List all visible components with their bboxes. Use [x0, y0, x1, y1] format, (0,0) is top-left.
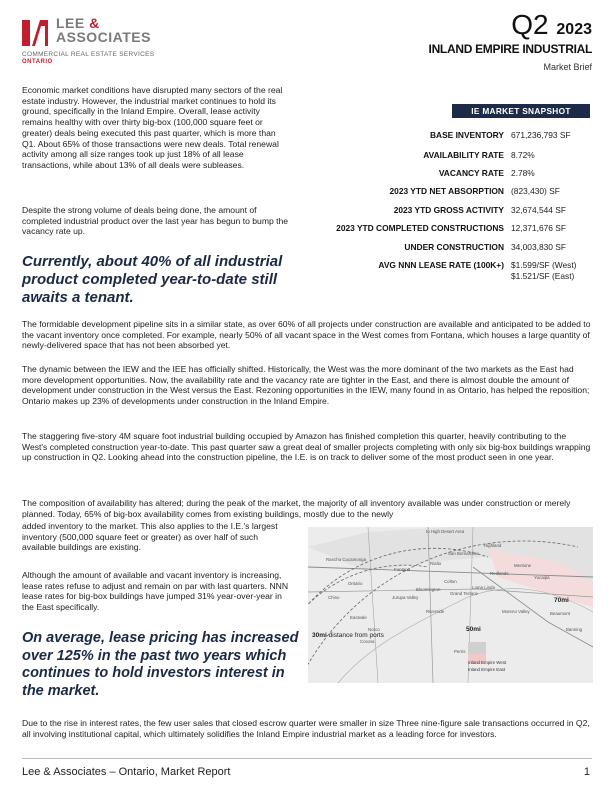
map-place-label: Redlands: [490, 571, 509, 576]
body-paragraph-amazon: The staggering five-story 4M square foot industrial building occupied by Amazon has finished completion this quarter, heavily contributing to the West's completed construction year-to-date. This past quarter saw a great deal of smaller projects completing with only six big-box buildings wrapping up construction in Q2. Looking ahead into the construction pipeline, the I.E. is on track to deliver some of the most product seen in one year.: [22, 431, 591, 463]
map-distance-30: 30mi distance from ports: [312, 632, 384, 639]
map-distance-50: 50mi: [466, 626, 481, 633]
snapshot-label: 2023 YTD COMPLETED CONSTRUCTIONS: [336, 223, 504, 233]
map-place-label: Rialto: [430, 561, 442, 566]
market-name: INLAND EMPIRE INDUSTRIAL: [428, 42, 592, 56]
inland-empire-map: [308, 527, 593, 683]
map-place-label: Jurupa Valley: [392, 595, 419, 600]
footer-title: Lee & Associates – Ontario, Market Report: [22, 766, 231, 778]
map-place-label: Rancho Cucamonga: [326, 557, 367, 562]
body-paragraph-availability-b: added inventory to the market. This also applies to the I.E.'s largest inventory (500,000 square feet or greater) as over half of such available buildings are existing.: [22, 521, 278, 553]
snapshot-value: 671,236,793 SF: [511, 130, 571, 140]
map-legend-west: Inland Empire West: [468, 660, 507, 665]
footer-divider: [22, 758, 592, 759]
map-place-label: Eastvale: [350, 615, 367, 620]
map-place-label: Ontario: [348, 581, 363, 586]
report-quarter: Q2 2023: [511, 9, 592, 40]
body-paragraph-lease-rates: Although the amount of available and vacant inventory is increasing, lease rates refuse to adjust and remain on par with last quarters. NNN lease rates for big-box buildings have jumped 31% year-over-year in the East specifically.: [22, 570, 289, 613]
map-place-label: Moreno Valley: [502, 609, 530, 614]
snapshot-label: 2023 YTD NET ABSORPTION: [389, 186, 504, 196]
body-paragraph-availability-a: The composition of availability has altered; during the peak of the market, the majority of all inventory available was under construction or merely planned. Today, 65% of big-box availability comes from existing buildings, mostly due to the newly: [22, 498, 571, 519]
snapshot-value: 32,674,544 SF: [511, 205, 566, 215]
snapshot-label: BASE INVENTORY: [430, 130, 504, 140]
map-legend-east: Inland Empire East: [468, 667, 506, 672]
map-place-label: Grand Terrace: [450, 591, 478, 596]
map-place-label: Perris: [454, 649, 466, 654]
body-paragraph-pipeline: The formidable development pipeline sits in a similar state, as over 60% of all projects under construction are available and anticipated to be added to the vacant inventory once completed. For example, nearly 50% of all vacant space in the West comes from Fontana, which houses a large quantity of newly-delivered space that has not been absorbed yet.: [22, 319, 591, 351]
intro-paragraph-1: Economic market conditions have disrupted many sectors of the real estate industry. However, the industrial market continues to hold its ground, specifically in the Inland Empire. Overall, lease activity remains healthy with over thirty big-box (100,000 square feet or greater) deals being executed this past quarter, which is more than Q1. About 65% of those transactions were new deals. Total renewal activity among all size ranges took up just 18% of all lease transactions, while about 13% of all deals were subleases.: [22, 85, 283, 170]
brand-tagline: COMMERCIAL REAL ESTATE SERVICES: [22, 51, 155, 58]
snapshot-title: IE MARKET SNAPSHOT: [452, 104, 590, 118]
map-distance-70: 70mi: [554, 597, 569, 604]
snapshot-label: VACANCY RATE: [438, 168, 504, 178]
map-place-label: San Bernardino: [448, 551, 479, 556]
snapshot-value-secondary: $1.521/SF (East): [511, 271, 575, 281]
snapshot-value: $1.599/SF (West): [511, 260, 577, 270]
map-place-label: Beaumont: [550, 611, 571, 616]
pull-quote-vacancy: Currently, about 40% of all industrial product completed year-to-date still awaits a tenant.: [22, 253, 283, 306]
map-place-label: Chino: [328, 595, 340, 600]
page-number: 1: [583, 766, 590, 778]
brand-name: LEE & ASSOCIATES: [56, 15, 151, 45]
brand-region: ONTARIO: [22, 59, 53, 65]
snapshot-label: 2023 YTD GROSS ACTIVITY: [393, 205, 504, 215]
map-place-label: Riverside: [426, 609, 445, 614]
intro-paragraph-2: Despite the strong volume of deals being done, the amount of completed industrial product over the last year has begun to bump the vacancy rate up.: [22, 205, 289, 237]
snapshot-label: UNDER CONSTRUCTION: [404, 242, 504, 252]
map-place-label: Bloomington: [416, 587, 441, 592]
snapshot-value: 12,371,676 SF: [511, 223, 566, 233]
map-place-label: Mentone: [514, 563, 532, 568]
snapshot-label: AVAILABILITY RATE: [423, 150, 504, 160]
snapshot-value: 8.72%: [511, 150, 535, 160]
pull-quote-lease-pricing: On average, lease pricing has increased over 125% in the past two years which continues to hold investors interest in the market.: [22, 630, 299, 699]
map-place-label: Fontana: [394, 567, 411, 572]
snapshot-label: AVG NNN LEASE RATE (100K+): [378, 260, 504, 270]
map-place-label: Loma Linda: [472, 585, 495, 590]
lee-associates-logo-mark: [22, 18, 48, 46]
map-place-label: Corona: [360, 639, 375, 644]
snapshot-value: (823,430) SF: [511, 186, 560, 196]
map-place-label: Norco: [368, 627, 380, 632]
snapshot-value: 34,003,830 SF: [511, 242, 566, 252]
map-road-caption: to High Desert Area: [426, 529, 465, 534]
body-paragraph-dynamic: The dynamic between the IEW and the IEE has officially shifted. Historically, the West was the more dominant of the two markets as the East had more development opportunities. Now, the availability rate and the vacancy rate are tighter in the East, and there is almost double the amount of development under construction in the West versus the East. Rezoning opportunities in the IEW, many found in as Ontario, has helped the reposition; Ontario makes up 23% of developments under construction in the Inland Empire.: [22, 364, 590, 407]
map-place-label: Banning: [566, 627, 583, 632]
map-place-label: Yucaipa: [534, 575, 550, 580]
snapshot-value: 2.78%: [511, 168, 535, 178]
document-type: Market Brief: [543, 62, 592, 72]
body-paragraph-sales: Due to the rise in interest rates, the few user sales that closed escrow quarter were smaller in size Three nine-figure sale transactions occurred in Q2, all involving institutional capital, which ultimately solidifies the Inland Empire industrial market as a leading force for investors.: [22, 718, 590, 739]
map-place-label: Highland: [484, 543, 502, 548]
map-place-label: Colton: [444, 579, 457, 584]
